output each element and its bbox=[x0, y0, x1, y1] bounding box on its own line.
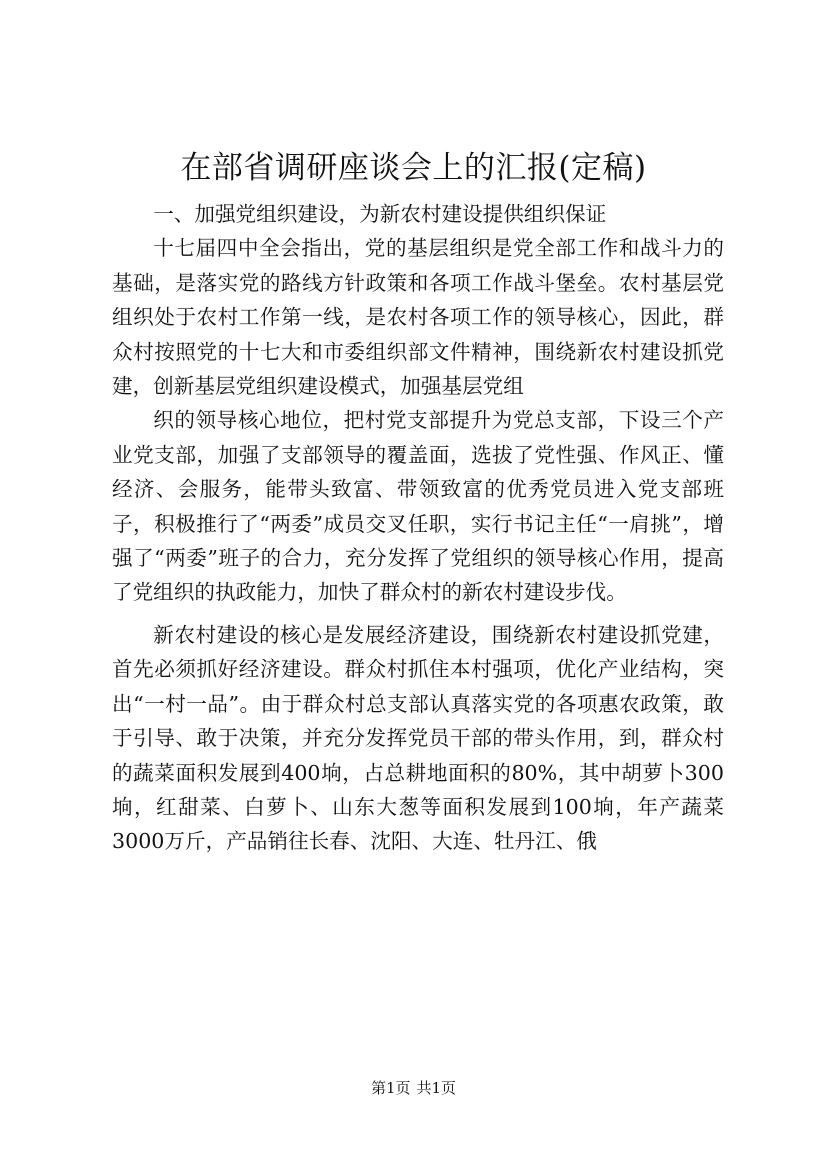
page-footer bbox=[0, 1078, 827, 1098]
document-body bbox=[112, 196, 724, 859]
paragraph: 十七届四中全会指出，党的基层组织是党全部工作和战斗力的基础，是落实党的路线方针政策和各项工作战斗堡垒。农村基层党组织处于农村工作第一线，是农村各项工作的领导核心，因此，群众村按照党的十七大和市委组织部文件精神，围绕新农村建设抓党建，创新基层党组织建设模式，加强基层党组 bbox=[112, 236, 724, 399]
document-title: 在部省调研座谈会上的汇报(定稿) bbox=[180, 150, 647, 186]
section-heading: 一、加强党组织建设，为新农村建设提供组织保证 bbox=[153, 202, 607, 226]
page-number: 第1页 bbox=[370, 1079, 411, 1097]
paragraph: 织的领导核心地位，把村党支部提升为党总支部，下设三个产业党支部，加强了支部领导的覆盖面，选拔了党性强、作风正、懂经济、会服务，能带头致富、带领致富的优秀党员进入党支部班子，积极推行了“两委”成员交叉任职，实行书记主任“一肩挑”，增强了“两委”班子的合力，充分发挥了党组织的领导核心作用，提高了党组织的执政能力，加快了群众村的新农村建设步伐。 bbox=[112, 408, 724, 605]
page-total: 共1页 bbox=[416, 1079, 457, 1097]
paragraph: 新农村建设的核心是发展经济建设，围绕新农村建设抓党建，首先必须抓好经济建设。群众村抓住本村强项，优化产业结构，突出“一村一品”。由于群众村总支部认真落实党的各项惠农政策，敢于引导、敢于决策，并充分发挥党员干部的带头作用，到，群众村的蔬菜面积发展到400垧，占总耕地面积的80%，其中胡萝卜300垧，红甜菜、白萝卜、山东大葱等面积发展到100垧，年产蔬菜3000万斤，产品销往长春、沈阳、大连、牡丹江、俄 bbox=[112, 622, 724, 854]
